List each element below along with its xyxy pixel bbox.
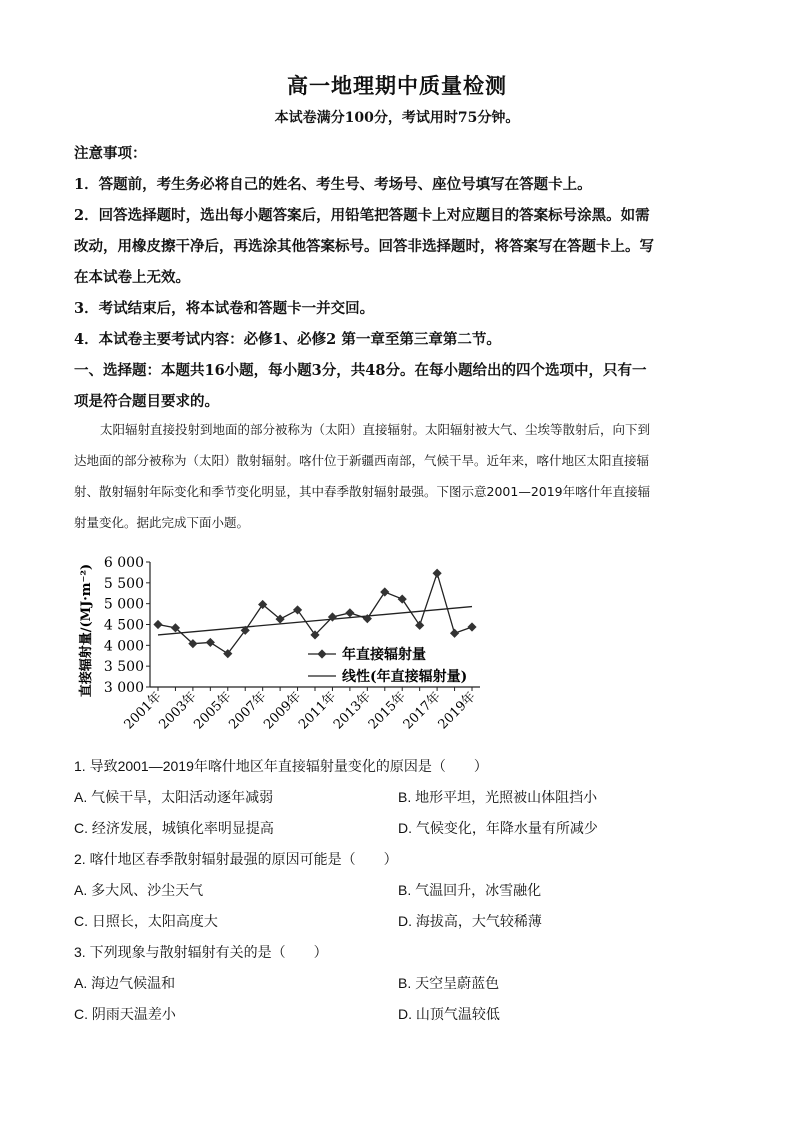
notice-heading: 注意事项：	[74, 145, 147, 162]
option-c[interactable]: C. 经济发展，城镇化率明显提高	[74, 820, 274, 836]
passage-line: 太阳辐射直接投射到地面的部分被称为（太阳）直接辐射。太阳辐射被大气、尘埃等散射后，向下到	[100, 422, 651, 437]
data-point	[345, 608, 354, 617]
series-line	[158, 573, 472, 653]
data-point	[206, 638, 215, 647]
exam-subtitle: 本试卷满分100分，考试用时75分钟。	[274, 110, 520, 126]
y-tick-label: 4 500	[103, 617, 144, 634]
option-b[interactable]: B. 地形平坦，光照被山体阻挡小	[398, 789, 598, 805]
option-d[interactable]: D. 气候变化，年降水量有所减少	[398, 820, 598, 836]
option-a[interactable]: A. 海边气候温和	[74, 975, 176, 991]
radiation-chart	[70, 548, 490, 748]
x-tick-label: 2017年	[400, 689, 444, 733]
x-tick-label: 2015年	[365, 689, 410, 733]
y-tick-label: 5 500	[103, 575, 144, 592]
x-tick-label: 2009年	[261, 689, 305, 733]
option-a[interactable]: A. 气候干旱，太阳活动逐年减弱	[74, 789, 274, 805]
option-d[interactable]: D. 山顶气温较低	[398, 1006, 500, 1022]
data-point	[380, 587, 389, 596]
data-point	[433, 569, 442, 578]
notice-line: 在本试卷上无效。	[74, 269, 190, 286]
option-d[interactable]: D. 海拔高，大气较稀薄	[398, 913, 542, 929]
notice-line: 4．本试卷主要考试内容：必修1、必修2 第一章至第三章第二节。	[74, 331, 501, 348]
option-c[interactable]: C. 阴雨天温差小	[74, 1006, 176, 1022]
reading-passage	[74, 414, 720, 538]
question-stem: 3. 下列现象与散射辐射有关的是（ ）	[74, 944, 328, 960]
x-tick-label: 2001年	[121, 689, 165, 733]
data-point	[153, 620, 162, 629]
y-tick-label: 3 000	[103, 680, 144, 696]
passage-line: 射量变化。据此完成下面小题。	[74, 515, 250, 530]
passage-line: 射、散射辐射年际变化和季节变化明显，其中春季散射辐射最强。下图示意2001—2019年喀什年直接辐	[74, 484, 651, 499]
notice-line: 1．答题前，考生务必将自己的姓名、考生号、考场号、座位号填写在答题卡上。	[74, 176, 592, 193]
option-c[interactable]: C. 日照长，太阳高度大	[74, 913, 218, 929]
section-heading: 项是符合题目要求的。	[74, 393, 219, 410]
y-tick-label: 3 500	[103, 659, 144, 676]
y-tick-label: 4 000	[103, 638, 144, 655]
data-point	[293, 605, 302, 614]
option-b[interactable]: B. 气温回升，冰雪融化	[398, 882, 542, 898]
data-point	[467, 622, 476, 631]
option-a[interactable]: A. 多大风、沙尘天气	[74, 882, 204, 898]
x-tick-label: 2003年	[156, 689, 200, 733]
x-tick-label: 2011年	[296, 689, 340, 733]
notice-line: 3．考试结束后，将本试卷和答题卡一并交回。	[74, 300, 375, 317]
x-tick-label: 2013年	[330, 689, 375, 733]
y-axis-title: 直接辐射量/(MJ·m⁻²)	[79, 563, 94, 698]
notice-line: 改动，用橡皮擦干净后，再选涂其他答案标号。回答非选择题时，将答案写在答题卡上。写	[74, 238, 654, 255]
legend-label-trend: 线性(年直接辐射量)	[342, 669, 468, 685]
question-stem: 2. 喀什地区春季散射辐射最强的原因可能是（ ）	[74, 851, 398, 867]
passage-line: 达地面的部分被称为（太阳）散射辐射。喀什位于新疆西南部，气候干旱。近年来，喀什地区太阳直接辐	[74, 453, 650, 468]
notice-line: 2．回答选择题时，选出每小题答案后，用铅笔把答题卡上对应题目的答案标号涂黑。如需	[74, 207, 650, 224]
legend-label-series: 年直接辐射量	[342, 647, 426, 663]
data-point	[450, 629, 459, 638]
question-stem: 1. 导致2001—2019年喀什地区年直接辐射量变化的原因是（ ）	[74, 758, 488, 774]
legend-marker-diamond	[317, 649, 326, 658]
data-point	[398, 594, 407, 603]
x-tick-label: 2005年	[191, 689, 235, 733]
y-tick-label: 6 000	[103, 555, 144, 571]
x-tick-label: 2007年	[226, 689, 270, 733]
option-b[interactable]: B. 天空呈蔚蓝色	[398, 975, 500, 991]
data-point	[415, 621, 424, 630]
section-heading: 一、选择题：本题共16小题，每小题3分，共48分。在每小题给出的四个选项中，只有一	[74, 362, 647, 379]
exam-title: 高一地理期中质量检测	[287, 73, 507, 98]
data-point	[223, 649, 232, 658]
x-tick-label: 2019年	[435, 689, 479, 733]
y-tick-label: 5 000	[103, 596, 144, 613]
